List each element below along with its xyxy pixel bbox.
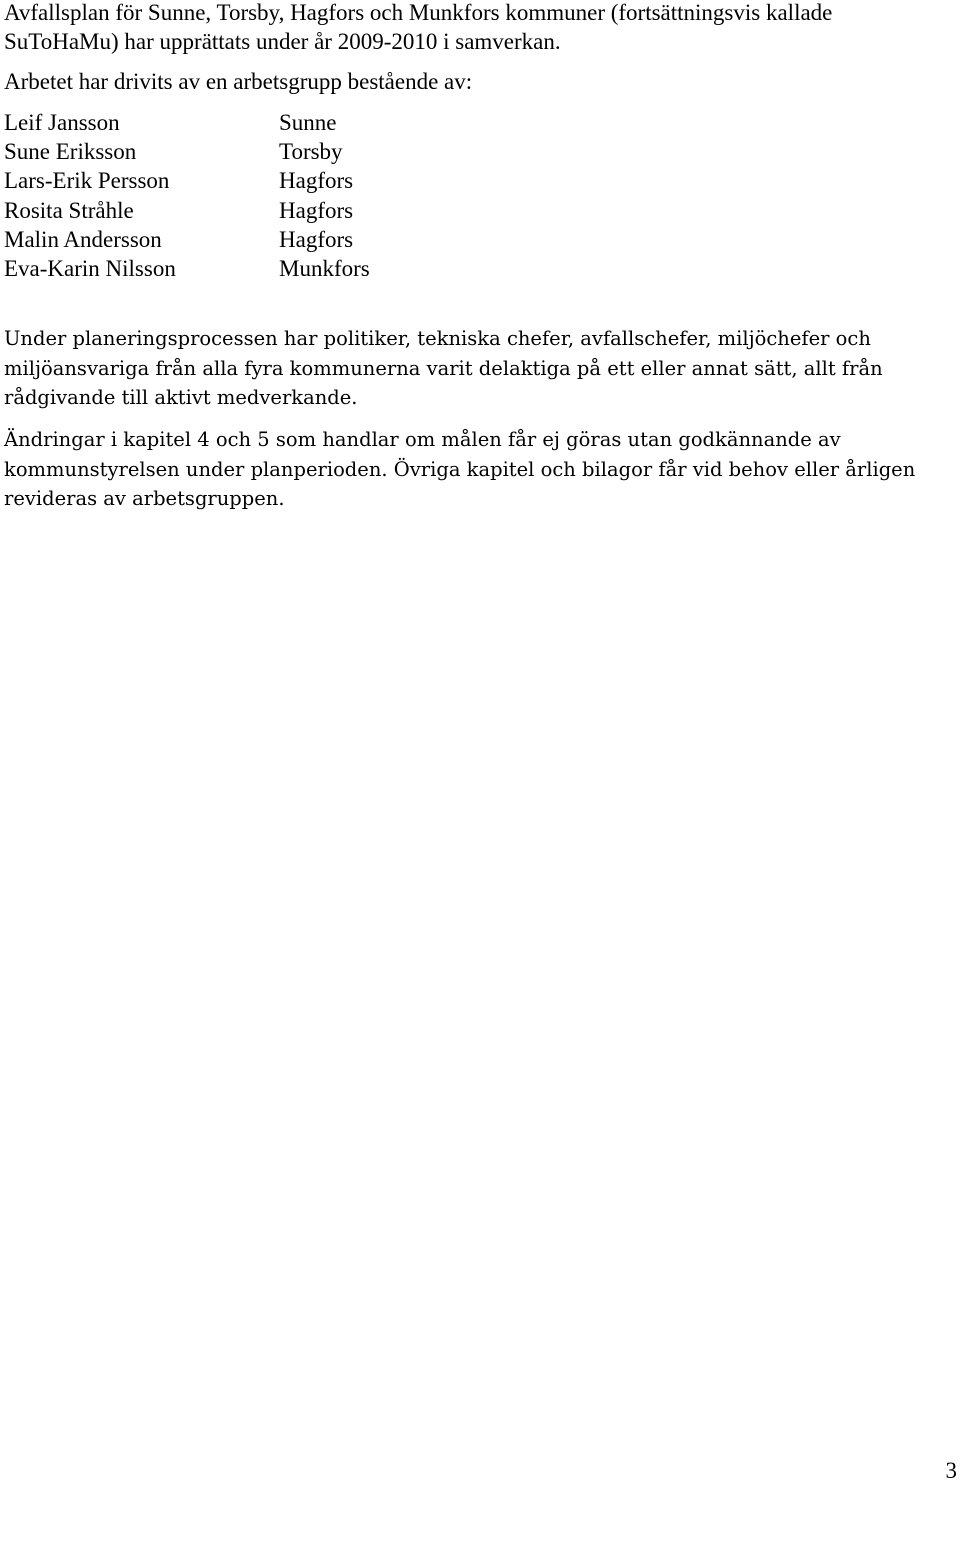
member-name: Lars-Erik Persson [4, 168, 170, 194]
changes-line-1: Ändringar i kapitel 4 och 5 som handlar om målen får ej göras utan godkännande av [4, 428, 841, 451]
changes-line-3: revideras av arbetsgruppen. [4, 487, 285, 510]
changes-paragraph [4, 425, 915, 514]
member-municipality: Hagfors [279, 226, 354, 252]
working-group-members [4, 108, 424, 283]
member-row [4, 166, 424, 195]
member-row [4, 254, 424, 283]
member-municipality: Sunne [279, 110, 337, 135]
member-name: Leif Jansson [4, 110, 120, 135]
member-municipality: Hagfors [279, 168, 354, 194]
process-line-2: miljöansvariga från alla fyra kommunerna varit delaktiga på ett eller annat sätt, allt från [4, 356, 883, 380]
page-number: 3 [945, 1458, 957, 1483]
intro-paragraph [4, 0, 832, 56]
working-group-lead: Arbetet har drivits av en arbetsgrupp bestående av: [4, 69, 473, 94]
intro-line-1: Avfallsplan för Sunne, Torsby, Hagfors och Munkfors kommuner (fortsättningsvis kallade [4, 0, 833, 25]
member-row [4, 196, 424, 225]
member-row [4, 108, 424, 137]
member-municipality: Torsby [279, 139, 343, 165]
planning-process-paragraph [4, 324, 883, 413]
member-name: Rosita Stråhle [4, 197, 134, 223]
member-name: Eva-Karin Nilsson [4, 255, 176, 281]
intro-line-2: SuToHaMu) har upprättats under år 2009-2010 i samverkan. [4, 29, 561, 54]
member-name: Malin Andersson [4, 226, 162, 252]
changes-line-2: kommunstyrelsen under planperioden. Övriga kapitel och bilagor får vid behov eller årligen [4, 457, 916, 481]
process-line-3: rådgivande till aktivt medverkande. [4, 386, 358, 409]
member-row [4, 225, 424, 254]
member-municipality: Munkfors [279, 255, 370, 281]
process-line-1: Under planeringsprocessen har politiker, tekniska chefer, avfallschefer, miljöchefer och [4, 327, 871, 350]
member-row [4, 137, 424, 166]
member-municipality: Hagfors [279, 197, 354, 223]
member-name: Sune Eriksson [4, 139, 137, 165]
